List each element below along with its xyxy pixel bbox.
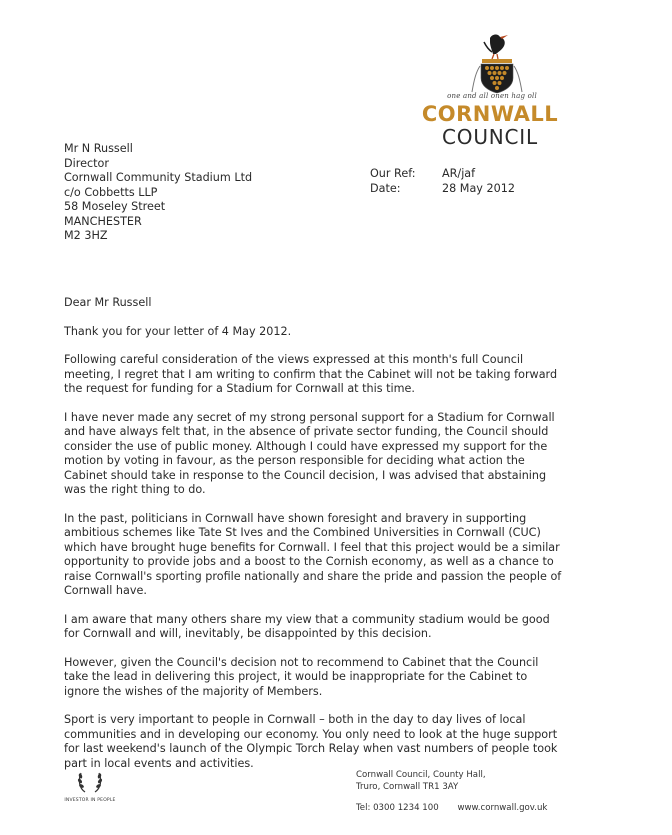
council-name-line1: CORNWALL [421, 102, 559, 126]
address-line: 58 Moseley Street [64, 200, 166, 213]
letter-paragraph: Sport is very important to people in Cornwall – both in the day to day lives of local communities and in developing our economy. You only need to look at the huge support for last weekend's launch of the Olympic Torch Relay when vast numbers of people took part in local events and activities. [64, 713, 558, 770]
letter-paragraph: I have never made any secret of my strong personal support for a Stadium for Cornwall and have always felt that, in the absence of private sector funding, the Council should consider the use of public money. Although I could have expressed my support for the motion by voting in favour, as the person responsible for deciding what action the Cabinet should take in response to the Council decision, I was advised that abstaining was the right thing to do. [64, 410, 555, 496]
badge-text: INVESTOR IN PEOPLE [64, 798, 116, 803]
council-name-line2: COUNCIL [442, 125, 538, 149]
salutation: Dear Mr Russell [64, 296, 152, 309]
address-line: MANCHESTER [64, 214, 142, 228]
address-line: Cornwall Community Stadium Ltd [64, 171, 253, 184]
council-motto: one and all onen hag oll [447, 92, 537, 100]
footer-address-line: Truro, Cornwall TR1 3AY [356, 781, 459, 792]
recipient-address [64, 142, 252, 244]
address-line: c/o Cobbetts LLP [64, 185, 158, 199]
council-address-footer [356, 770, 547, 815]
address-line: Director [64, 156, 109, 170]
letter-paragraph: However, given the Council's decision not to recommend to Cabinet that the Council take the lead in delivering this project, it would be inappropriate for the Cabinet to ignore the wishes of the majority of Members. [64, 655, 539, 698]
letter-paragraph: Thank you for your letter of 4 May 2012. [64, 324, 292, 338]
date-row [370, 182, 515, 197]
letter-paragraph: In the past, politicians in Cornwall have shown foresight and bravery in supporting ambitious schemes like Tate St Ives and the Combined Universities in Cornwall (CUC) which have brought huge benefits for Cornwall. I feel that this project would be a similar opportunity to provide jobs and a boost to the Cornish economy, as well as a chance to raise Cornwall's sporting profile nationally and share the pride and passion the people of Cornwall have. [64, 511, 562, 597]
address-line: Mr N Russell [64, 142, 133, 155]
address-line: M2 3HZ [64, 229, 108, 242]
investors-in-people-badge [60, 766, 120, 816]
our-ref-value: AR/jaf [442, 167, 476, 180]
letter-paragraph: I am aware that many others share my view that a community stadium would be good for Cornwall and will, inevitably, be disappointed by this decision. [64, 612, 550, 640]
date-value: 28 May 2012 [442, 181, 515, 195]
footer-telephone: Tel: 0300 1234 100 [356, 803, 439, 813]
our-ref-row [370, 167, 515, 182]
date-label: Date: [370, 181, 401, 195]
reference-block [370, 167, 515, 196]
footer-address-line: Cornwall Council, County Hall, [356, 770, 486, 780]
laurel-wreath-icon [75, 766, 105, 796]
council-logo-wordmark [420, 104, 560, 147]
footer-website-link[interactable]: www.cornwall.gov.uk [457, 803, 548, 813]
letter-body [64, 296, 564, 785]
our-ref-label: Our Ref: [370, 167, 416, 180]
letter-paragraph: Following careful consideration of the views expressed at this month's full Council meeting, I regret that I am writing to confirm that the Cabinet will not be taking forward the request for funding for a Stadium for Cornwall at this time. [64, 353, 558, 395]
footer-contact [356, 803, 547, 815]
